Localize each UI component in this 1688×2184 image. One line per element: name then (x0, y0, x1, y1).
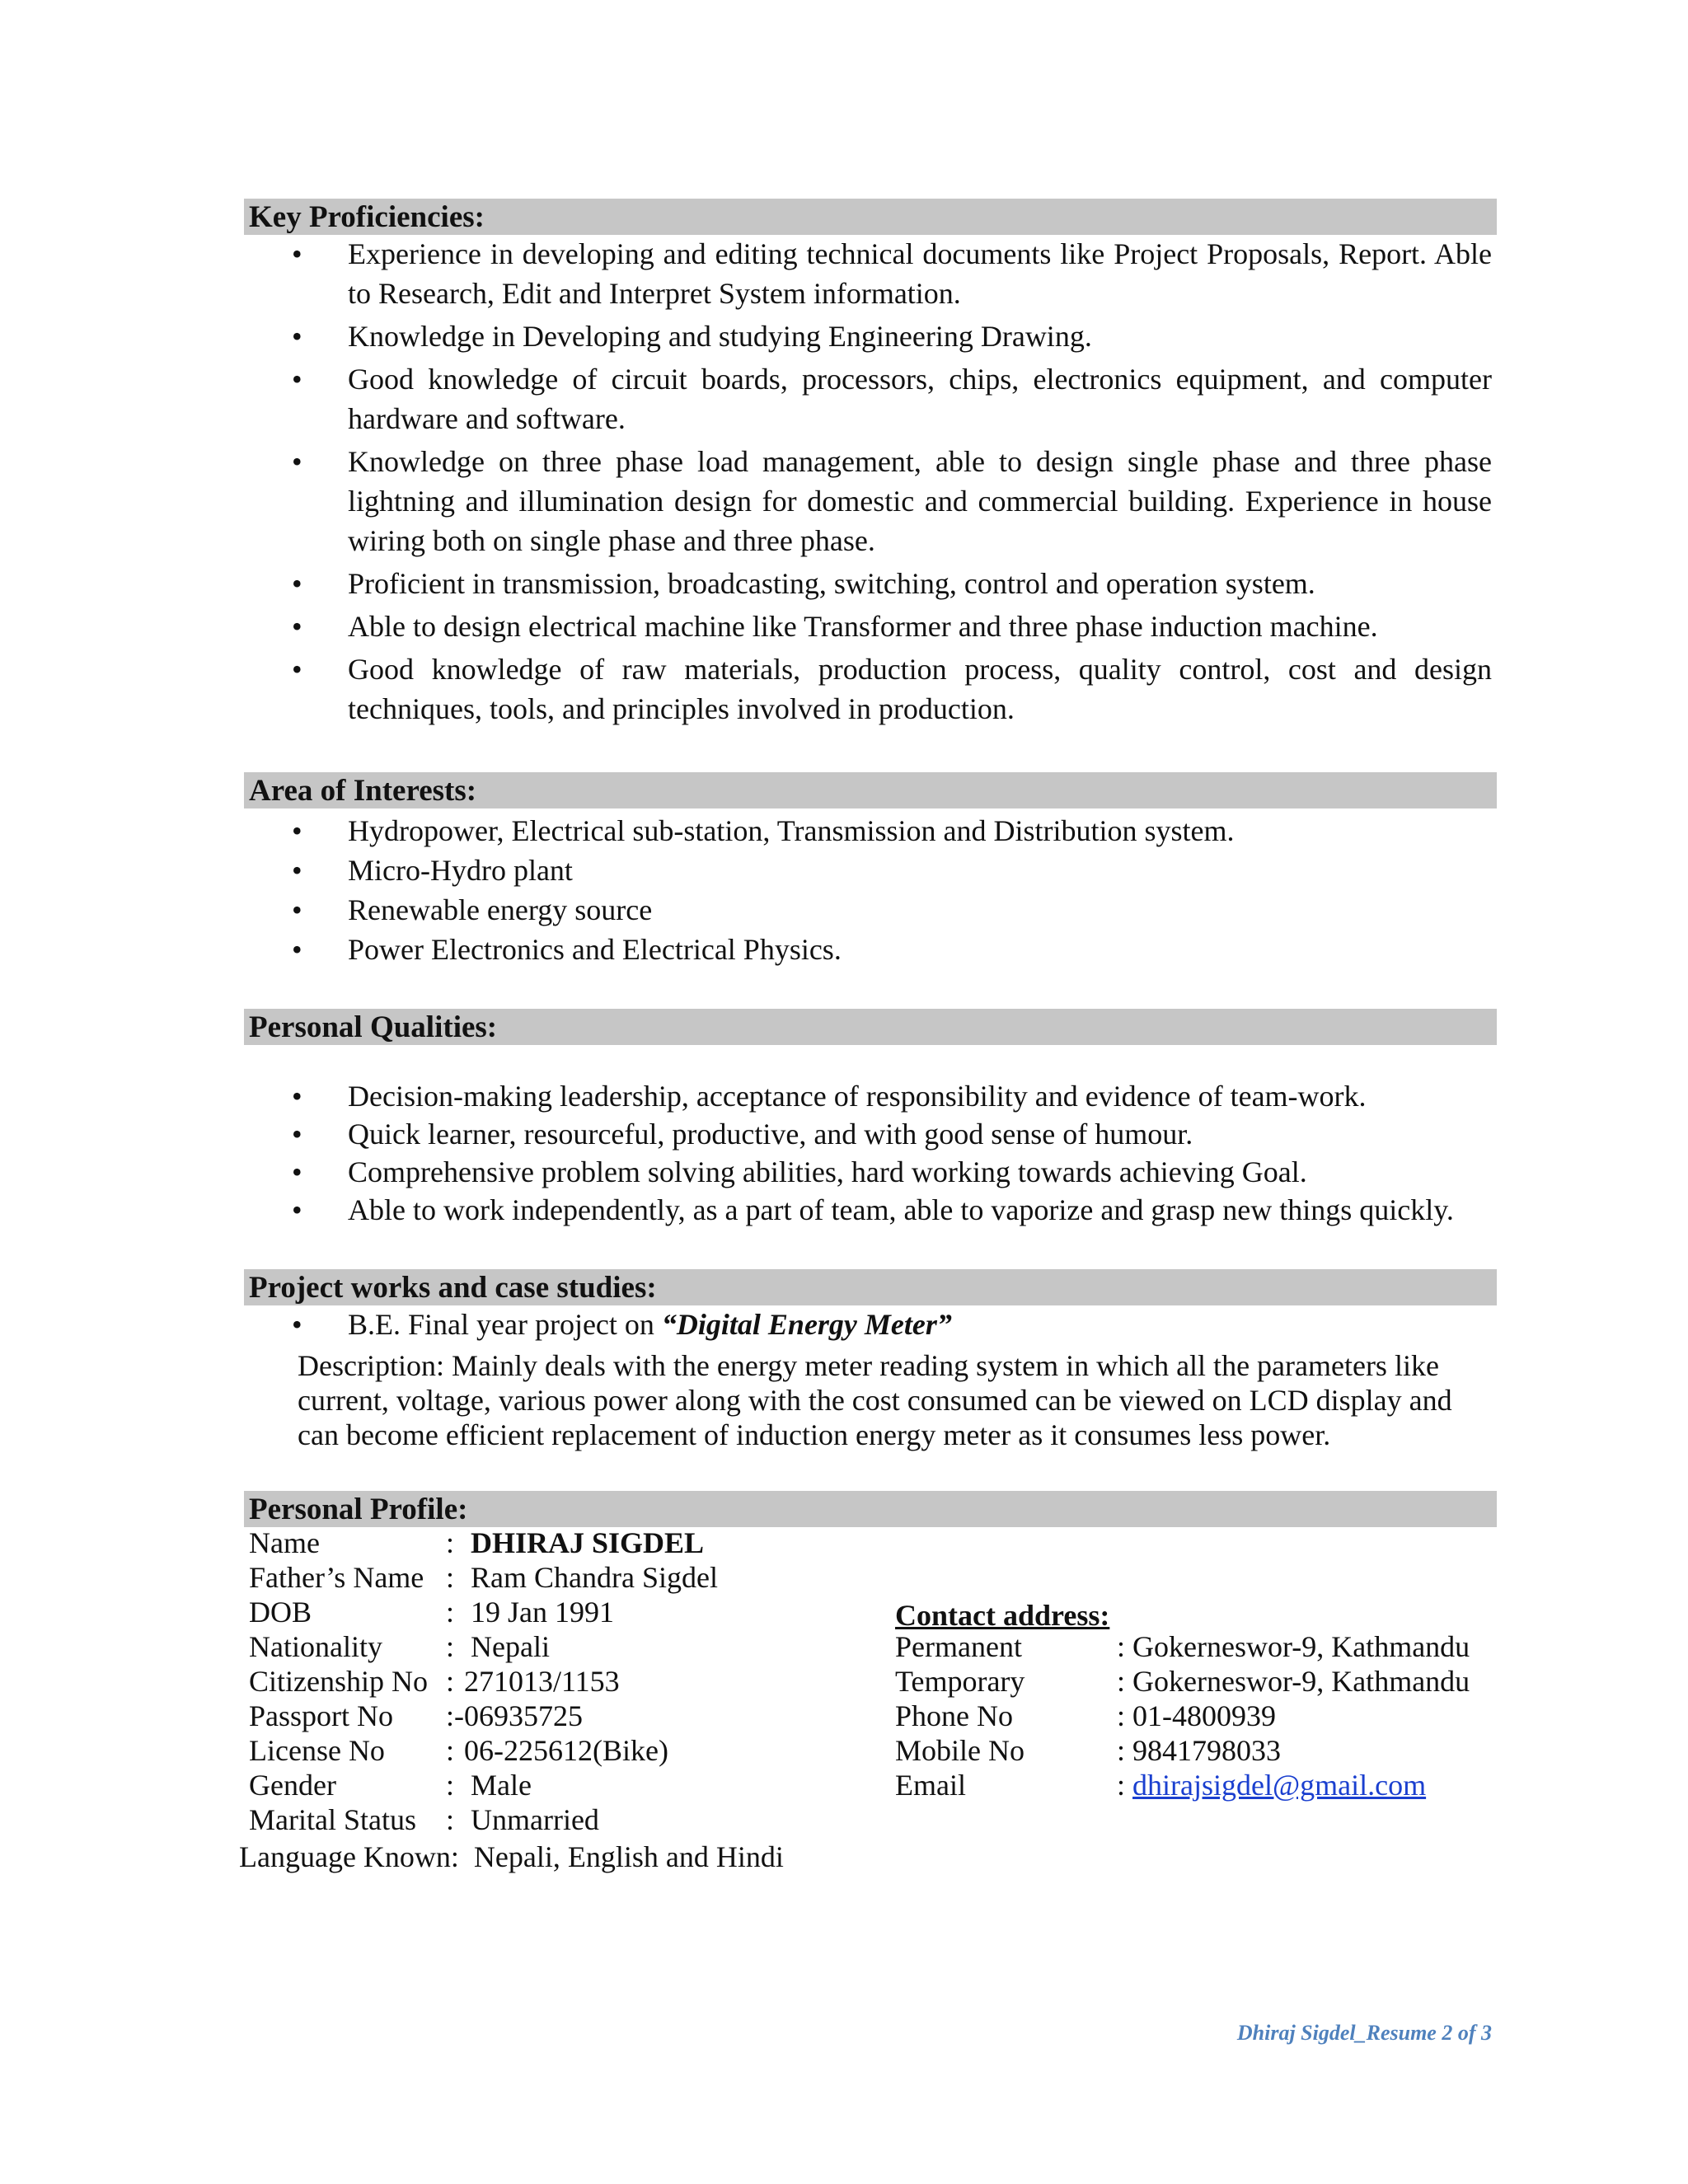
profile-value: Ram Chandra Sigdel (471, 1561, 718, 1594)
profile-value: -06935725 (454, 1699, 583, 1732)
profile-value: 19 Jan 1991 (471, 1596, 614, 1629)
profile-label: Gender (249, 1769, 336, 1802)
section-heading-area-of-interests: Area of Interests: (244, 772, 1497, 808)
contact-value: : 01-4800939 (1117, 1699, 1276, 1732)
proficiencies-list (292, 234, 1492, 729)
page-footer: Dhiraj Sigdel_Resume 2 of 3 (1236, 2021, 1492, 2045)
profile-label: Name (249, 1526, 320, 1559)
contact-label: Mobile No (895, 1734, 1025, 1767)
list-item (292, 1305, 1492, 1343)
profile-sep: : (446, 1803, 455, 1836)
contact-sep: : (1117, 1769, 1133, 1802)
profile-label: Marital Status (249, 1803, 416, 1836)
profile-label: Nationality (249, 1630, 382, 1663)
project-prefix: B.E. Final year project on (348, 1308, 662, 1341)
profile-sep: : (446, 1699, 455, 1732)
list-item: • Good knowledge of circuit boards, processors, chips, electronics equipment, and computer hardware and software. (292, 359, 1492, 438)
list-item: • Power Electronics and Electrical Physics. (292, 930, 1492, 969)
list-item: • Comprehensive problem solving abilities, hard working towards achieving Goal. (292, 1153, 1492, 1191)
profile-sep: : (446, 1769, 455, 1802)
contact-label: Permanent (895, 1630, 1022, 1663)
profile-sep: : (446, 1596, 455, 1629)
list-item: • Micro-Hydro plant (292, 851, 1492, 890)
profile-name-value: DHIRAJ SIGDEL (471, 1526, 705, 1559)
profile-label: License No (249, 1734, 385, 1767)
profile-value: Nepali (471, 1630, 550, 1663)
contact-value: : Gokerneswor-9, Kathmandu (1117, 1665, 1470, 1698)
interests-list (292, 811, 1492, 969)
list-item: • Renewable energy source (292, 890, 1492, 930)
list-item: • Proficient in transmission, broadcasting, switching, control and operation system. (292, 564, 1492, 603)
list-item: • Able to work independently, as a part of team, able to vaporize and grasp new things quickly. (292, 1191, 1492, 1229)
list-item: • Good knowledge of raw materials, production process, quality control, cost and design techniques, tools, and principles involved in production. (292, 649, 1492, 729)
contact-label: Email (895, 1769, 966, 1802)
contact-value: : Gokerneswor-9, Kathmandu (1117, 1630, 1470, 1663)
list-item: • Decision-making leadership, acceptance of responsibility and evidence of team-work. (292, 1077, 1492, 1115)
profile-label: Passport No (249, 1699, 394, 1732)
contact-address-heading: Contact address: (895, 1599, 1110, 1632)
list-item: • Quick learner, resourceful, productive, and with good sense of humour. (292, 1115, 1492, 1153)
profile-label: Father’s Name (249, 1561, 424, 1594)
profile-sep: : (446, 1561, 455, 1594)
email-link[interactable]: dhirajsigdel@gmail.com (1132, 1769, 1427, 1802)
list-item: • Experience in developing and editing technical documents like Project Proposals, Report. Able to Research, Edit and Interpret System information. (292, 234, 1492, 313)
profile-label: Citizenship No (249, 1665, 428, 1698)
profile-value: Unmarried (471, 1803, 599, 1836)
profile-label: DOB (249, 1596, 312, 1629)
profile-sep: : (446, 1526, 455, 1559)
section-heading-project-works: Project works and case studies: (244, 1269, 1497, 1305)
profile-sep: : (446, 1665, 455, 1698)
languages-known: Language Known: Nepali, English and Hindi (239, 1840, 784, 1873)
contact-label: Temporary (895, 1665, 1025, 1698)
contact-label: Phone No (895, 1699, 1013, 1732)
list-item: • Able to design electrical machine like Transformer and three phase induction machine. (292, 607, 1492, 646)
profile-value: 271013/1153 (464, 1665, 620, 1698)
section-heading-key-proficiencies: Key Proficiencies: (244, 199, 1497, 235)
contact-value: : 9841798033 (1117, 1734, 1282, 1767)
section-heading-personal-profile: Personal Profile: (244, 1491, 1497, 1527)
profile-sep: : (446, 1734, 455, 1767)
profile-value: Male (471, 1769, 532, 1802)
list-item: • Knowledge in Developing and studying Engineering Drawing. (292, 316, 1492, 356)
qualities-list (292, 1077, 1492, 1229)
list-item: • Hydropower, Electrical sub-station, Transmission and Distribution system. (292, 811, 1492, 851)
project-title: “Digital Energy Meter” (661, 1308, 952, 1341)
section-heading-personal-qualities: Personal Qualities: (244, 1009, 1497, 1045)
profile-value: 06-225612(Bike) (464, 1734, 668, 1767)
projects-list (292, 1305, 1492, 1343)
list-item: • Knowledge on three phase load management, able to design single phase and three phase lightning and illumination design for domestic and commercial building. Experience in house wiring both on single phase and three phase. (292, 442, 1492, 560)
profile-sep: : (446, 1630, 455, 1663)
email-row (1117, 1768, 1426, 1802)
project-description: Description: Mainly deals with the energy meter reading system in which all the parameters like current, voltage, various power along with the cost consumed can be viewed on LCD display and can become efficient replacement of induction energy meter as it consumes less power. (298, 1349, 1452, 1451)
